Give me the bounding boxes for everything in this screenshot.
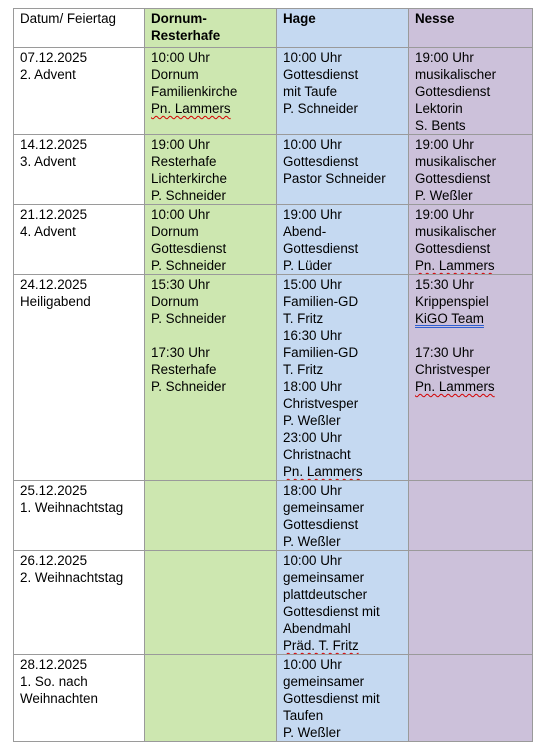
date-cell xyxy=(14,275,145,481)
spell-flag: Präd. T. Fritz xyxy=(283,638,359,653)
entry-text: P. Weßler xyxy=(283,534,341,549)
entry-text xyxy=(151,100,271,117)
entry-text: Familien-GD xyxy=(283,294,359,309)
entry-text: P. Lüder xyxy=(283,258,332,273)
entry-text: P. Schneider xyxy=(283,101,358,116)
date-text: 25.12.2025 xyxy=(20,483,88,498)
time-text: 10:00 Uhr xyxy=(283,50,342,65)
header-col-a-line-2: Resterhafe xyxy=(151,28,221,43)
table-row xyxy=(14,205,533,275)
header-col-a-line-1: Dornum- xyxy=(151,11,207,26)
entry-text: musikalischer xyxy=(415,224,497,239)
entry-text: Gottesdienst xyxy=(151,241,227,256)
hage-cell xyxy=(277,205,409,275)
entry-text: Gottesdienst xyxy=(283,517,359,532)
date-text: 24.12.2025 xyxy=(20,277,88,292)
entry-text: T. Fritz xyxy=(283,362,324,377)
date-cell xyxy=(14,551,145,655)
entry-text: P. Weßler xyxy=(415,188,473,203)
time-text: 19:00 Uhr xyxy=(151,137,210,152)
entry-text: gemeinsamer xyxy=(283,500,365,515)
holiday-text: 2. Advent xyxy=(20,67,76,82)
dornum-cell xyxy=(145,275,277,481)
header-hage xyxy=(277,9,409,48)
entry-text: Gottesdienst xyxy=(415,84,491,99)
dornum-cell xyxy=(145,655,277,742)
entry-text: Dornum xyxy=(151,294,199,309)
entry-text: Dornum xyxy=(151,67,199,82)
time-text: 15:00 Uhr xyxy=(283,277,342,292)
time-text: 10:00 Uhr xyxy=(283,657,342,672)
entry-text: Lichterkirche xyxy=(151,171,227,186)
nesse-cell xyxy=(409,655,533,742)
entry-text: Abendmahl xyxy=(283,621,351,636)
hage-cell xyxy=(277,275,409,481)
holiday-text: 1. Weihnachtstag xyxy=(20,500,124,515)
entry-text: gemeinsamer xyxy=(283,674,365,689)
entry-text: Christvesper xyxy=(283,396,359,411)
header-nesse xyxy=(409,9,533,48)
nesse-cell xyxy=(409,205,533,275)
time-text: 10:00 Uhr xyxy=(151,50,210,65)
holiday-text: 3. Advent xyxy=(20,154,76,169)
date-text: 28.12.2025 xyxy=(20,657,88,672)
entry-text: P. Schneider xyxy=(151,188,226,203)
entry-text: Gottesdienst xyxy=(415,171,491,186)
entry-text: Gottesdienst xyxy=(283,154,359,169)
entry-text: gemeinsamer xyxy=(283,570,365,585)
header-date-label: Datum/ Feiertag xyxy=(20,11,117,26)
blank-line xyxy=(415,327,527,344)
entry-text: musikalischer xyxy=(415,67,497,82)
entry-text: Gottesdienst mit xyxy=(283,691,380,706)
nesse-cell xyxy=(409,275,533,481)
time-text: 16:30 Uhr xyxy=(283,328,342,343)
entry-text xyxy=(283,637,403,654)
entry-text: Familienkirche xyxy=(151,84,238,99)
dornum-cell xyxy=(145,48,277,135)
header-col-c-label: Nesse xyxy=(415,11,455,26)
entry-text: T. Fritz xyxy=(283,311,324,326)
dornum-cell xyxy=(145,205,277,275)
header-date xyxy=(14,9,145,48)
time-text: 18:00 Uhr xyxy=(283,483,342,498)
entry-text xyxy=(415,378,527,395)
time-text: 10:00 Uhr xyxy=(283,553,342,568)
hage-cell xyxy=(277,551,409,655)
dornum-cell xyxy=(145,135,277,205)
nesse-cell xyxy=(409,135,533,205)
table-row xyxy=(14,48,533,135)
time-text: 18:00 Uhr xyxy=(283,379,342,394)
hage-cell xyxy=(277,655,409,742)
time-text: 15:30 Uhr xyxy=(151,277,210,292)
date-cell xyxy=(14,481,145,551)
entry-text: Dornum xyxy=(151,224,199,239)
table-row xyxy=(14,135,533,205)
table-row xyxy=(14,655,533,742)
grammar-flag: KiGO Team xyxy=(415,311,484,326)
table-row xyxy=(14,551,533,655)
time-text: 17:30 Uhr xyxy=(151,345,210,360)
holiday-text: 4. Advent xyxy=(20,224,76,239)
entry-text: P. Weßler xyxy=(283,413,341,428)
entry-text: Taufen xyxy=(283,708,324,723)
header-dornum-resterhafe xyxy=(145,9,277,48)
blank-line xyxy=(151,327,271,344)
time-text: 17:30 Uhr xyxy=(415,345,474,360)
table-row xyxy=(14,481,533,551)
entry-text: Resterhafe xyxy=(151,154,217,169)
hage-cell xyxy=(277,135,409,205)
entry-text xyxy=(283,463,403,480)
service-schedule-table xyxy=(13,8,533,742)
date-cell xyxy=(14,205,145,275)
nesse-cell xyxy=(409,48,533,135)
holiday-text: Weihnachten xyxy=(20,691,98,706)
entry-text: Gottesdienst xyxy=(415,241,491,256)
nesse-cell xyxy=(409,481,533,551)
entry-text: P. Weßler xyxy=(283,725,341,740)
time-text: 19:00 Uhr xyxy=(415,207,474,222)
spell-flag: Pn. Lammers xyxy=(415,258,495,273)
spell-flag: Pn. Lammers xyxy=(151,101,231,116)
entry-text: Krippenspiel xyxy=(415,294,489,309)
dornum-cell xyxy=(145,551,277,655)
date-text: 07.12.2025 xyxy=(20,50,88,65)
spell-flag: Pn. Lammers xyxy=(283,464,363,479)
entry-text: Gottesdienst xyxy=(283,241,359,256)
entry-text xyxy=(415,310,527,327)
time-text: 19:00 Uhr xyxy=(415,137,474,152)
dornum-cell xyxy=(145,481,277,551)
entry-text: P. Schneider xyxy=(151,258,226,273)
entry-text: plattdeutscher xyxy=(283,587,368,602)
entry-text: Resterhafe xyxy=(151,362,217,377)
table-row xyxy=(14,275,533,481)
entry-text: Familien-GD xyxy=(283,345,359,360)
header-col-b-label: Hage xyxy=(283,11,316,26)
entry-text: Abend- xyxy=(283,224,327,239)
entry-text: P. Schneider xyxy=(151,379,226,394)
entry-text xyxy=(415,257,527,274)
entry-text: Lektorin xyxy=(415,101,463,116)
entry-text: Pastor Schneider xyxy=(283,171,386,186)
entry-text: P. Schneider xyxy=(151,311,226,326)
holiday-text: Heiligabend xyxy=(20,294,91,309)
spell-flag: Pn. Lammers xyxy=(415,379,495,394)
nesse-cell xyxy=(409,551,533,655)
header-row xyxy=(14,9,533,48)
entry-text: Gottesdienst xyxy=(283,67,359,82)
time-text: 19:00 Uhr xyxy=(283,207,342,222)
time-text: 15:30 Uhr xyxy=(415,277,474,292)
entry-text: Christvesper xyxy=(415,362,491,377)
time-text: 10:00 Uhr xyxy=(283,137,342,152)
date-cell xyxy=(14,48,145,135)
entry-text: S. Bents xyxy=(415,118,466,133)
entry-text: mit Taufe xyxy=(283,84,338,99)
date-cell xyxy=(14,655,145,742)
holiday-text: 2. Weihnachtstag xyxy=(20,570,124,585)
time-text: 23:00 Uhr xyxy=(283,430,342,445)
date-text: 21.12.2025 xyxy=(20,207,88,222)
date-text: 14.12.2025 xyxy=(20,137,88,152)
date-text: 26.12.2025 xyxy=(20,553,88,568)
holiday-text: 1. So. nach xyxy=(20,674,88,689)
time-text: 19:00 Uhr xyxy=(415,50,474,65)
date-cell xyxy=(14,135,145,205)
entry-text: musikalischer xyxy=(415,154,497,169)
time-text: 10:00 Uhr xyxy=(151,207,210,222)
hage-cell xyxy=(277,48,409,135)
entry-text: Christnacht xyxy=(283,447,351,462)
hage-cell xyxy=(277,481,409,551)
entry-text: Gottesdienst mit xyxy=(283,604,380,619)
